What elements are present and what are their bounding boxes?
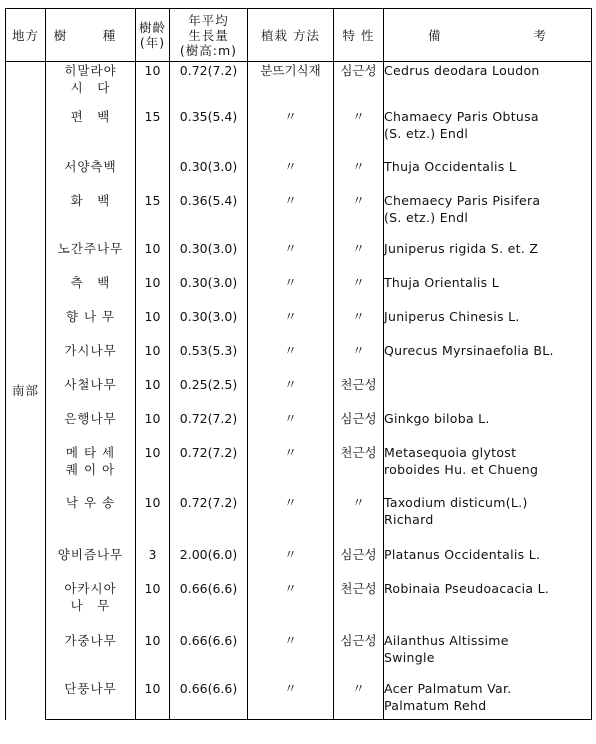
remark-cell: Qurecus Myrsinaefolia BL. xyxy=(384,342,592,376)
table-row xyxy=(6,546,592,580)
remark-cell: Juniperus Chinesis L. xyxy=(384,308,592,342)
table-row xyxy=(6,410,592,444)
age-cell: 3 xyxy=(136,546,170,580)
method-cell: 〃 xyxy=(248,274,334,308)
age-cell: 10 xyxy=(136,410,170,444)
table-row xyxy=(6,240,592,274)
growth-cell: 0.30(3.0) xyxy=(170,240,248,274)
table-row xyxy=(6,108,592,158)
header-species: 樹 種 xyxy=(46,9,136,62)
remark-cell: Chamaecy Paris Obtusa (S. etz.) Endl xyxy=(384,108,592,158)
trait-cell: 천근성 xyxy=(334,376,384,410)
table-row xyxy=(6,580,592,632)
species-cell: 은행나무 xyxy=(46,410,136,444)
species-cell: 향 나 무 xyxy=(46,308,136,342)
trait-cell: 〃 xyxy=(334,342,384,376)
trait-cell: 〃 xyxy=(334,240,384,274)
table-row xyxy=(6,444,592,494)
method-cell: 〃 xyxy=(248,376,334,410)
method-cell: 〃 xyxy=(248,342,334,376)
method-cell: 〃 xyxy=(248,632,334,680)
table-row xyxy=(6,494,592,546)
table-row xyxy=(6,680,592,720)
method-cell: 〃 xyxy=(248,240,334,274)
table-row xyxy=(6,274,592,308)
age-cell: 10 xyxy=(136,494,170,546)
header-trait: 特 性 xyxy=(334,9,384,62)
header-remarks xyxy=(384,9,592,62)
growth-cell: 0.30(3.0) xyxy=(170,274,248,308)
age-cell: 10 xyxy=(136,62,170,108)
method-cell: 〃 xyxy=(248,410,334,444)
trait-cell: 〃 xyxy=(334,108,384,158)
remark-cell: Ailanthus Altissime Swingle xyxy=(384,632,592,680)
remark-cell: Metasequoia glytost roboides Hu. et Chueng xyxy=(384,444,592,494)
age-cell: 15 xyxy=(136,108,170,158)
species-cell: 메 타 세 퀘 이 아 xyxy=(46,444,136,494)
age-cell: 15 xyxy=(136,192,170,240)
method-cell: 〃 xyxy=(248,546,334,580)
remark-cell: Thuja Orientalis L xyxy=(384,274,592,308)
table-row xyxy=(6,308,592,342)
trait-cell: 〃 xyxy=(334,192,384,240)
remark-cell: Thuja Occidentalis L xyxy=(384,158,592,192)
growth-cell: 0.66(6.6) xyxy=(170,580,248,632)
trait-cell: 심근성 xyxy=(334,62,384,108)
trait-cell: 〃 xyxy=(334,494,384,546)
method-cell: 〃 xyxy=(248,158,334,192)
table-header-row xyxy=(6,9,592,62)
age-cell: 10 xyxy=(136,274,170,308)
remark-cell: Acer Palmatum Var. Palmatum Rehd xyxy=(384,680,592,720)
tree-species-table xyxy=(5,8,592,720)
growth-cell: 0.53(5.3) xyxy=(170,342,248,376)
growth-cell: 0.72(7.2) xyxy=(170,444,248,494)
header-remarks-left: 備 xyxy=(428,27,442,43)
growth-cell: 0.72(7.2) xyxy=(170,62,248,108)
remark-cell: Robinaia Pseudoacacia L. xyxy=(384,580,592,632)
remark-cell: Juniperus rigida S. et. Z xyxy=(384,240,592,274)
header-method: 植栽 方法 xyxy=(248,9,334,62)
species-cell: 화 백 xyxy=(46,192,136,240)
species-cell: 측 백 xyxy=(46,274,136,308)
species-cell: 노간주나무 xyxy=(46,240,136,274)
age-cell: 10 xyxy=(136,632,170,680)
trait-cell: 심근성 xyxy=(334,546,384,580)
table-row xyxy=(6,342,592,376)
species-cell: 편 백 xyxy=(46,108,136,158)
trait-cell: 〃 xyxy=(334,274,384,308)
trait-cell: 심근성 xyxy=(334,632,384,680)
age-cell: 10 xyxy=(136,342,170,376)
remark-cell xyxy=(384,376,592,410)
method-cell: 〃 xyxy=(248,680,334,720)
table-row xyxy=(6,376,592,410)
age-cell: 10 xyxy=(136,240,170,274)
method-cell: 〃 xyxy=(248,308,334,342)
remark-cell: Taxodium disticum(L.) Richard xyxy=(384,494,592,546)
method-cell: 〃 xyxy=(248,192,334,240)
method-cell: 〃 xyxy=(248,108,334,158)
trait-cell: 〃 xyxy=(334,680,384,720)
remark-cell: Chemaecy Paris Pisifera (S. etz.) Endl xyxy=(384,192,592,240)
remark-cell: Cedrus deodara Loudon xyxy=(384,62,592,108)
age-cell xyxy=(136,158,170,192)
method-cell: 〃 xyxy=(248,444,334,494)
species-cell: 사철나무 xyxy=(46,376,136,410)
trait-cell: 천근성 xyxy=(334,580,384,632)
growth-cell: 0.25(2.5) xyxy=(170,376,248,410)
method-cell: 〃 xyxy=(248,494,334,546)
trait-cell: 심근성 xyxy=(334,410,384,444)
header-remarks-right: 考 xyxy=(533,27,547,43)
region-cell: 南部 xyxy=(6,62,46,720)
method-cell: 분뜨기식재 xyxy=(248,62,334,108)
trait-cell: 〃 xyxy=(334,158,384,192)
header-growth: 年平均 生長量 (樹高:m) xyxy=(170,9,248,62)
age-cell: 10 xyxy=(136,680,170,720)
species-cell: 가시나무 xyxy=(46,342,136,376)
species-cell: 낙 우 송 xyxy=(46,494,136,546)
age-cell: 10 xyxy=(136,376,170,410)
growth-cell: 2.00(6.0) xyxy=(170,546,248,580)
table-row xyxy=(6,192,592,240)
species-cell: 양비즘나무 xyxy=(46,546,136,580)
growth-cell: 0.36(5.4) xyxy=(170,192,248,240)
growth-cell: 0.30(3.0) xyxy=(170,158,248,192)
species-cell: 단풍나무 xyxy=(46,680,136,720)
growth-cell: 0.72(7.2) xyxy=(170,494,248,546)
trait-cell: 천근성 xyxy=(334,444,384,494)
growth-cell: 0.66(6.6) xyxy=(170,680,248,720)
header-region: 地方 xyxy=(6,9,46,62)
table-row xyxy=(6,62,592,108)
species-cell: 히말라야 시 다 xyxy=(46,62,136,108)
table-row xyxy=(6,632,592,680)
growth-cell: 0.66(6.6) xyxy=(170,632,248,680)
growth-cell: 0.35(5.4) xyxy=(170,108,248,158)
age-cell: 10 xyxy=(136,580,170,632)
header-age: 樹齡 (年) xyxy=(136,9,170,62)
species-cell: 가중나무 xyxy=(46,632,136,680)
remark-cell: Platanus Occidentalis L. xyxy=(384,546,592,580)
species-cell: 서양측백 xyxy=(46,158,136,192)
growth-cell: 0.30(3.0) xyxy=(170,308,248,342)
trait-cell: 〃 xyxy=(334,308,384,342)
age-cell: 10 xyxy=(136,444,170,494)
table-row xyxy=(6,158,592,192)
age-cell: 10 xyxy=(136,308,170,342)
method-cell: 〃 xyxy=(248,580,334,632)
remark-cell: Ginkgo biloba L. xyxy=(384,410,592,444)
species-cell: 아카시아 나 무 xyxy=(46,580,136,632)
growth-cell: 0.72(7.2) xyxy=(170,410,248,444)
